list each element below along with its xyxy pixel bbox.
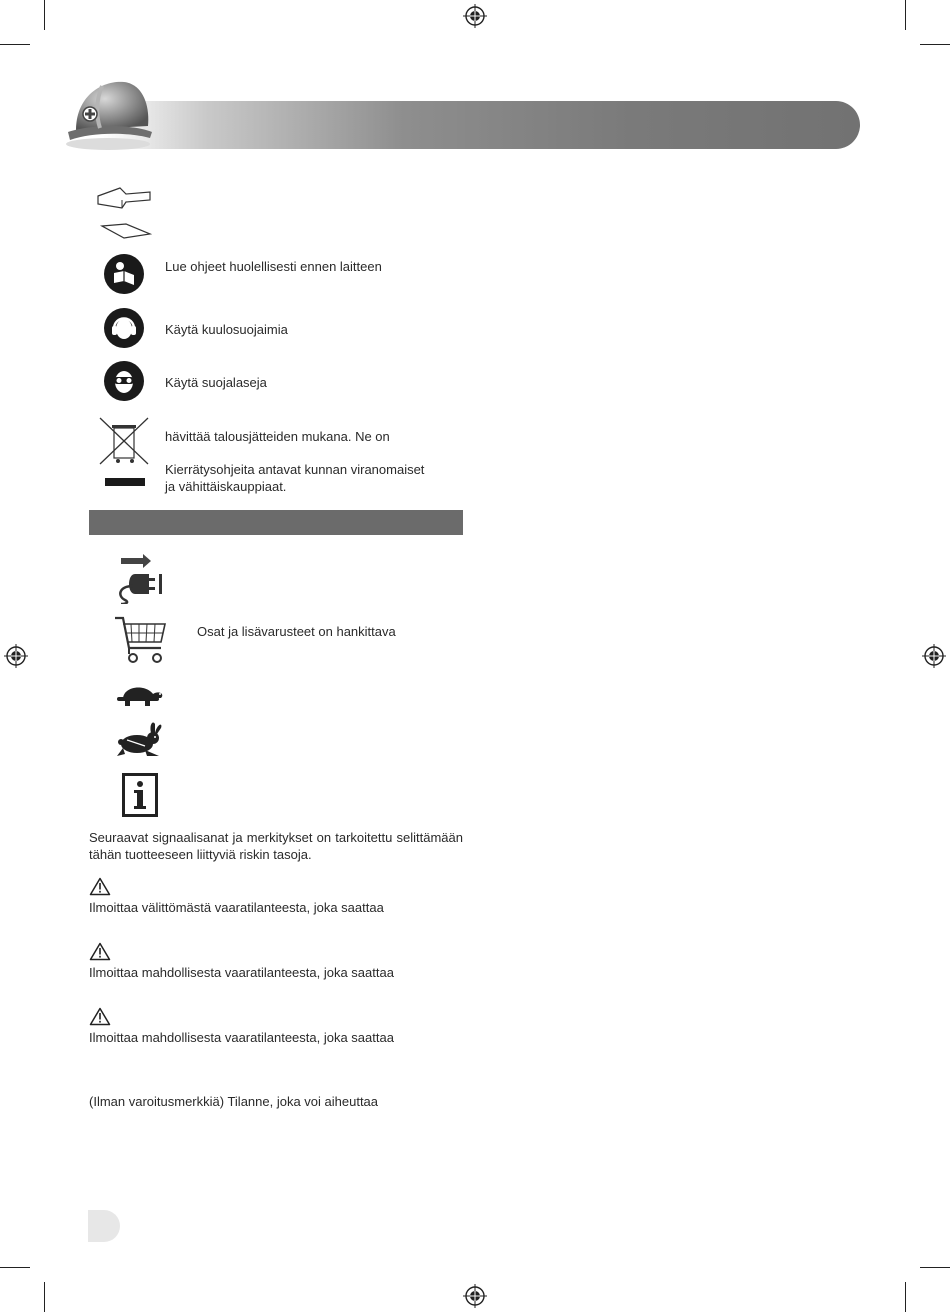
crop-mark <box>905 0 906 30</box>
registration-mark-icon <box>463 1284 487 1308</box>
shopping-cart-icon <box>113 614 169 666</box>
weee-text-line1: hävittää talousjätteiden mukana. Ne on <box>165 429 390 444</box>
header-banner <box>100 101 860 149</box>
page-number-tab <box>88 1210 120 1242</box>
crop-mark <box>44 1282 45 1312</box>
read-manual-text: Lue ohjeet huolellisesti ennen laitteen <box>165 259 382 274</box>
ear-protection-text: Käytä kuulosuojaimia <box>165 322 288 337</box>
crop-mark <box>44 0 45 30</box>
rabbit-fast-icon <box>115 720 165 760</box>
crop-mark <box>0 1267 30 1268</box>
warning-triangle-icon <box>89 1007 111 1026</box>
warning-triangle-icon <box>89 877 111 896</box>
information-icon <box>122 773 158 817</box>
safety-helmet-icon <box>62 74 154 154</box>
weee-bin-icon <box>98 416 152 490</box>
ear-protection-icon <box>103 307 145 349</box>
unplug-icon <box>115 552 165 604</box>
registration-mark-icon <box>463 4 487 28</box>
section-header-bar <box>89 510 463 535</box>
weee-text-line3: ja vähittäiskauppiaat. <box>165 479 287 494</box>
turtle-slow-icon <box>115 680 165 708</box>
crop-mark <box>920 1267 950 1268</box>
open-book-icon <box>96 184 152 212</box>
eye-protection-icon <box>103 360 145 402</box>
crop-mark <box>920 44 950 45</box>
registration-mark-icon <box>922 644 946 668</box>
registration-mark-icon <box>4 644 28 668</box>
read-manual-icon <box>103 253 145 295</box>
signal-text: Ilmoittaa mahdollisesta vaaratilanteesta, joka saattaa <box>89 1030 394 1045</box>
document-sheet-icon <box>96 222 152 240</box>
signal-words-intro: Seuraavat signaalisanat ja merkitykset on tarkoitettu selittämään tähän tuotteeseen liittyviä riskin tasoja. <box>89 830 463 862</box>
weee-text-line2: Kierrätysohjeita antavat kunnan viranomaiset <box>165 462 425 477</box>
crop-mark <box>0 44 30 45</box>
accessories-text: Osat ja lisävarusteet on hankittava <box>197 624 396 639</box>
crop-mark <box>905 1282 906 1312</box>
signal-text: Ilmoittaa välittömästä vaaratilanteesta, joka saattaa <box>89 900 384 915</box>
notice-text: (Ilman varoitusmerkkiä) Tilanne, joka voi aiheuttaa <box>89 1094 379 1109</box>
signal-text: Ilmoittaa mahdollisesta vaaratilanteesta, joka saattaa <box>89 965 394 980</box>
warning-triangle-icon <box>89 942 111 961</box>
eye-protection-text: Käytä suojalaseja <box>165 375 267 390</box>
